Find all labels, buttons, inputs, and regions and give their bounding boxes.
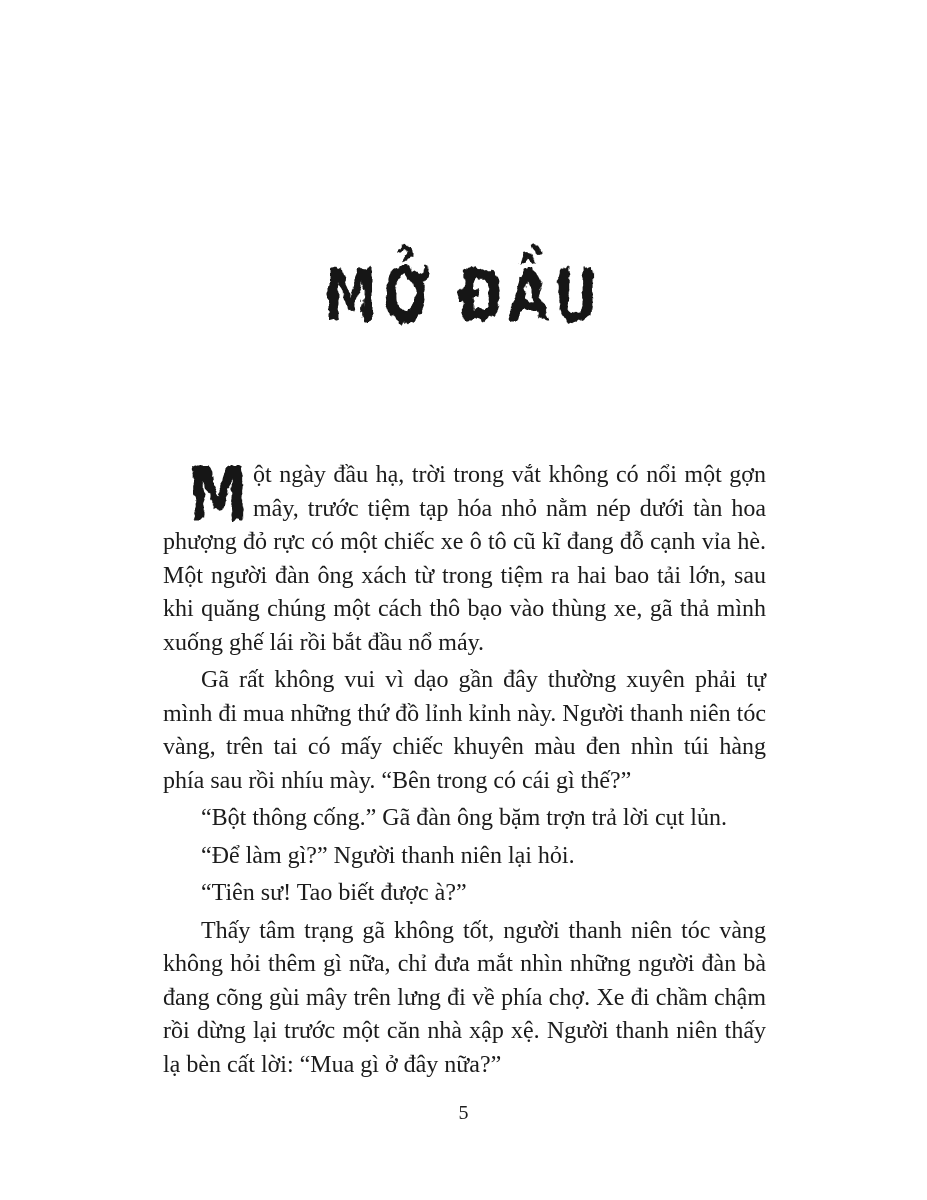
paragraph-dialogue: “Tiên sư! Tao biết được à?”: [201, 880, 467, 906]
paragraph: Gã rất không vui vì dạo gần đây thường xuyên phải tự mình đi mua những thứ đồ lỉnh kỉnh này. Người thanh niên tóc vàng, trên tai có mấy chiếc khuyên màu đen nhìn túi hàng phía sau rồi nhíu mày. “Bên trong có cái gì thế?”: [163, 667, 766, 794]
paragraph-opening: [163, 459, 766, 660]
dropcap: [191, 464, 247, 524]
chapter-title-art: [0, 243, 927, 353]
paragraph-dialogue: “Để làm gì?” Người thanh niên lại hỏi.: [201, 842, 575, 869]
paragraph-dialogue: “Bột thông cống.” Gã đàn ông bặm trợn trả lời cụt lủn.: [201, 805, 727, 831]
chapter-title: [0, 243, 927, 353]
paragraph-text: ột ngày đầu hạ, trời trong vắt không có nổi một gợn mây, trước tiệm tạp hóa nhỏ nằm nép dưới tàn hoa phượng đỏ rực có một chiếc xe ô tô cũ kĩ đang đỗ cạnh vỉa hè. Một người đàn ông xách từ trong tiệm ra hai bao tải lớn, sau khi quăng chúng một cách thô bạo vào thùng xe, gã thả mình xuống ghế lái rồi bắt đầu nổ máy.: [163, 462, 766, 656]
body-text: [163, 459, 766, 1086]
dropcap-letter: M: [191, 464, 247, 524]
dropcap-art: [191, 464, 247, 524]
chapter-title-text: MỞ ĐẦU: [324, 253, 603, 338]
page-number: 5: [458, 1102, 469, 1124]
paragraph: Thấy tâm trạng gã không tốt, người thanh niên tóc vàng không hỏi thêm gì nữa, chỉ đưa mắt nhìn những người đàn bà đang cõng gùi mây trên lưng đi về phía chợ. Xe đi chầm chậm rồi dừng lại trước một căn nhà xập xệ. Người thanh niên thấy lạ bèn cất lời: “Mua gì ở đây nữa?”: [163, 917, 766, 1078]
